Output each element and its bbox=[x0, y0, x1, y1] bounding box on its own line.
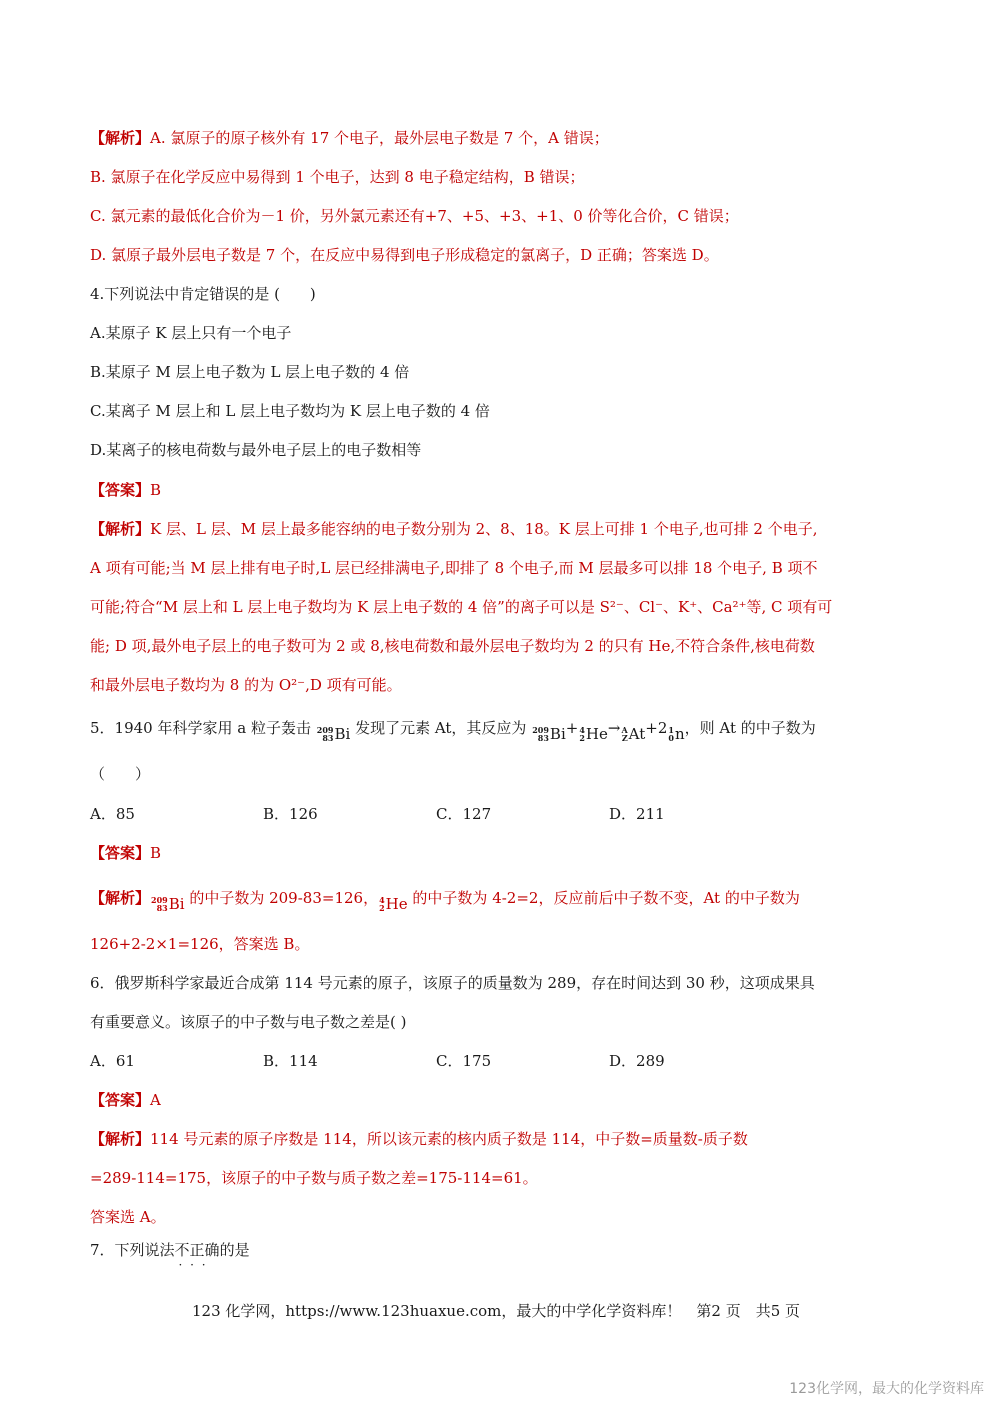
he-symbol-2: He bbox=[385, 895, 408, 913]
n-mass: 1 bbox=[668, 725, 674, 735]
bi-mass-3: 209 bbox=[151, 895, 168, 905]
q6-option-b: B．114 bbox=[263, 1052, 318, 1070]
q5-stem-post: ，则 At 的中子数为 bbox=[684, 719, 816, 737]
q4-option-a: A.某原子 K 层上只有一个电子 bbox=[90, 324, 292, 342]
answer-tag: 【答案】 bbox=[90, 481, 151, 499]
q5-analysis-1a: 的中子数为 209-83=126， bbox=[189, 889, 379, 907]
answer-tag: 【答案】 bbox=[90, 1091, 151, 1109]
q3-analysis-a-text: A. 氯原子的原子核外有 17 个电子，最外层电子数是 7 个，A 错误； bbox=[150, 129, 609, 147]
q5-analysis-1 bbox=[90, 888, 912, 914]
q6-option-a: A．61 bbox=[90, 1052, 135, 1070]
he-z: 2 bbox=[579, 733, 585, 743]
q5-option-a: A．85 bbox=[90, 805, 135, 823]
n-z: 0 bbox=[668, 733, 674, 743]
q5-stem-mid: 发现了元素 At，其反应为 bbox=[355, 719, 527, 737]
neutron-nuclide bbox=[667, 724, 684, 744]
bi-z-3: 83 bbox=[156, 903, 168, 913]
bi-symbol-2: Bi bbox=[549, 725, 566, 743]
analysis-tag: 【解析】 bbox=[90, 129, 151, 147]
reaction-arrow: → bbox=[607, 719, 621, 737]
at-symbol: At bbox=[628, 725, 646, 743]
q4-analysis-line-4: 能; D 项,最外电子层上的电子数可为 2 或 8,核电荷数和最外层电子数均为 2 的只有 He,不符合条件,核电荷数 bbox=[90, 637, 815, 655]
bi-nuclide bbox=[316, 724, 351, 744]
q3-analysis-b: B. 氯原子在化学反应中易得到 1 个电子，达到 8 电子稳定结构，B 错误； bbox=[90, 168, 585, 186]
q3-analysis-c: C. 氯元素的最低化合价为－1 价，另外氯元素还有+7、+5、+3、+1、0 价等化合价，C 错误； bbox=[90, 207, 739, 225]
n-symbol: n bbox=[674, 725, 685, 743]
at-mass: A bbox=[621, 725, 628, 735]
bi-nuclide-3 bbox=[150, 894, 185, 914]
q3-analysis-a bbox=[90, 128, 912, 148]
q6-option-c: C．175 bbox=[436, 1052, 492, 1070]
q6-analysis-1-text: 114 号元素的原子序数是 114，所以该元素的核内质子数是 114，中子数=质量数-质子数 bbox=[150, 1130, 748, 1148]
bi-z-2: 83 bbox=[537, 733, 549, 743]
bi-z: 83 bbox=[322, 733, 334, 743]
q4-stem: 4.下列说法中肯定错误的是 ( ) bbox=[90, 285, 316, 303]
q5-answer bbox=[90, 843, 912, 863]
page-footer: 123 化学网，https://www.123huaxue.com，最大的中学化学资料库！ 第2 页 共5 页 bbox=[191, 1302, 801, 1320]
q4-analysis-1 bbox=[90, 519, 912, 539]
at-nuclide bbox=[620, 724, 645, 744]
q6-stem-1: 6．俄罗斯科学家最近合成第 114 号元素的原子，该原子的质量数为 289，存在时间达到 30 秒，这项成果具 bbox=[90, 974, 815, 992]
q4-option-c: C.某离子 M 层上和 L 层上电子数均为 K 层上电子数的 4 倍 bbox=[90, 402, 490, 420]
q7-stem-post: 的是 bbox=[219, 1241, 250, 1259]
he-z-2: 2 bbox=[379, 903, 385, 913]
q4-answer-value: B bbox=[150, 481, 162, 499]
q4-answer bbox=[90, 480, 912, 500]
analysis-tag: 【解析】 bbox=[90, 889, 151, 907]
he-nuclide bbox=[578, 724, 608, 744]
q6-stem-2: 有重要意义。该原子的中子数与电子数之差是( ) bbox=[90, 1013, 407, 1031]
q4-analysis-line-3: 可能;符合“M 层上和 L 层上电子数均为 K 层上电子数的 4 倍”的离子可以是 S²⁻、Cl⁻、K⁺、Ca²⁺等, C 项有可 bbox=[90, 598, 833, 616]
q5-stem bbox=[90, 718, 912, 744]
he-mass-2: 4 bbox=[379, 895, 385, 905]
q6-answer bbox=[90, 1090, 912, 1110]
bi-nuclide-2 bbox=[531, 724, 566, 744]
q3-analysis-d: D. 氯原子最外层电子数是 7 个，在反应中易得到电子形成稳定的氯离子，D 正确；答案选 D。 bbox=[90, 246, 719, 264]
he-symbol: He bbox=[585, 725, 608, 743]
bi-symbol: Bi bbox=[334, 725, 351, 743]
q4-analysis-line-1: K 层、L 层、M 层上最多能容纳的电子数分别为 2、8、18。K 层上可排 1 个电子,也可排 2 个电子, bbox=[150, 520, 818, 538]
he-mass: 4 bbox=[579, 725, 585, 735]
q4-option-d: D.某离子的核电荷数与最外电子层上的电子数相等 bbox=[90, 441, 422, 459]
watermark: 123化学网，最大的化学资料库 bbox=[789, 1381, 984, 1397]
q4-analysis-line-2: A 项有可能;当 M 层上排有电子时,L 层已经排满电子,即排了 8 个电子,而 M 层最多可以排 18 个电子, B 项不 bbox=[90, 559, 818, 577]
at-z: Z bbox=[621, 733, 628, 743]
q6-analysis-2: =289-114=175，该原子的中子数与质子数之差=175-114=61。 bbox=[90, 1169, 538, 1187]
q6-option-d: D．289 bbox=[609, 1052, 665, 1070]
q5-option-c: C．127 bbox=[436, 805, 492, 823]
q7-stem-emphasis: 不正确 · · · bbox=[175, 1241, 220, 1259]
q5-option-d: D．211 bbox=[609, 805, 665, 823]
bi-symbol-3: Bi bbox=[168, 895, 185, 913]
q4-option-b: B.某原子 M 层上电子数为 L 层上电子数的 4 倍 bbox=[90, 363, 410, 381]
q6-analysis-3: 答案选 A。 bbox=[90, 1208, 166, 1226]
q5-answer-value: B bbox=[150, 844, 162, 862]
q6-answer-value: A bbox=[150, 1091, 161, 1109]
q7-stem-pre: 7．下列说法 bbox=[90, 1241, 175, 1259]
plus-two: +2 bbox=[645, 719, 668, 737]
analysis-tag: 【解析】 bbox=[90, 1130, 151, 1148]
q5-option-b: B．126 bbox=[263, 805, 318, 823]
q4-analysis-line-5: 和最外层电子数均为 8 的为 O²⁻,D 项有可能。 bbox=[90, 676, 402, 694]
he-nuclide-2 bbox=[378, 894, 408, 914]
q5-blank: （ ） bbox=[90, 765, 151, 783]
q6-analysis-1 bbox=[90, 1129, 912, 1149]
q5-stem-pre: 5．1940 年科学家用 a 粒子轰击 bbox=[90, 719, 311, 737]
answer-tag: 【答案】 bbox=[90, 844, 151, 862]
q5-analysis-2: 126+2-2×1=126，答案选 B。 bbox=[90, 935, 310, 953]
bi-mass: 209 bbox=[316, 725, 334, 735]
q5-analysis-1b: 的中子数为 4-2=2，反应前后中子数不变，At 的中子数为 bbox=[412, 889, 800, 907]
q7-stem bbox=[90, 1240, 912, 1260]
plus-sign: + bbox=[565, 719, 579, 737]
analysis-tag: 【解析】 bbox=[90, 520, 151, 538]
bi-mass-2: 209 bbox=[532, 725, 549, 735]
